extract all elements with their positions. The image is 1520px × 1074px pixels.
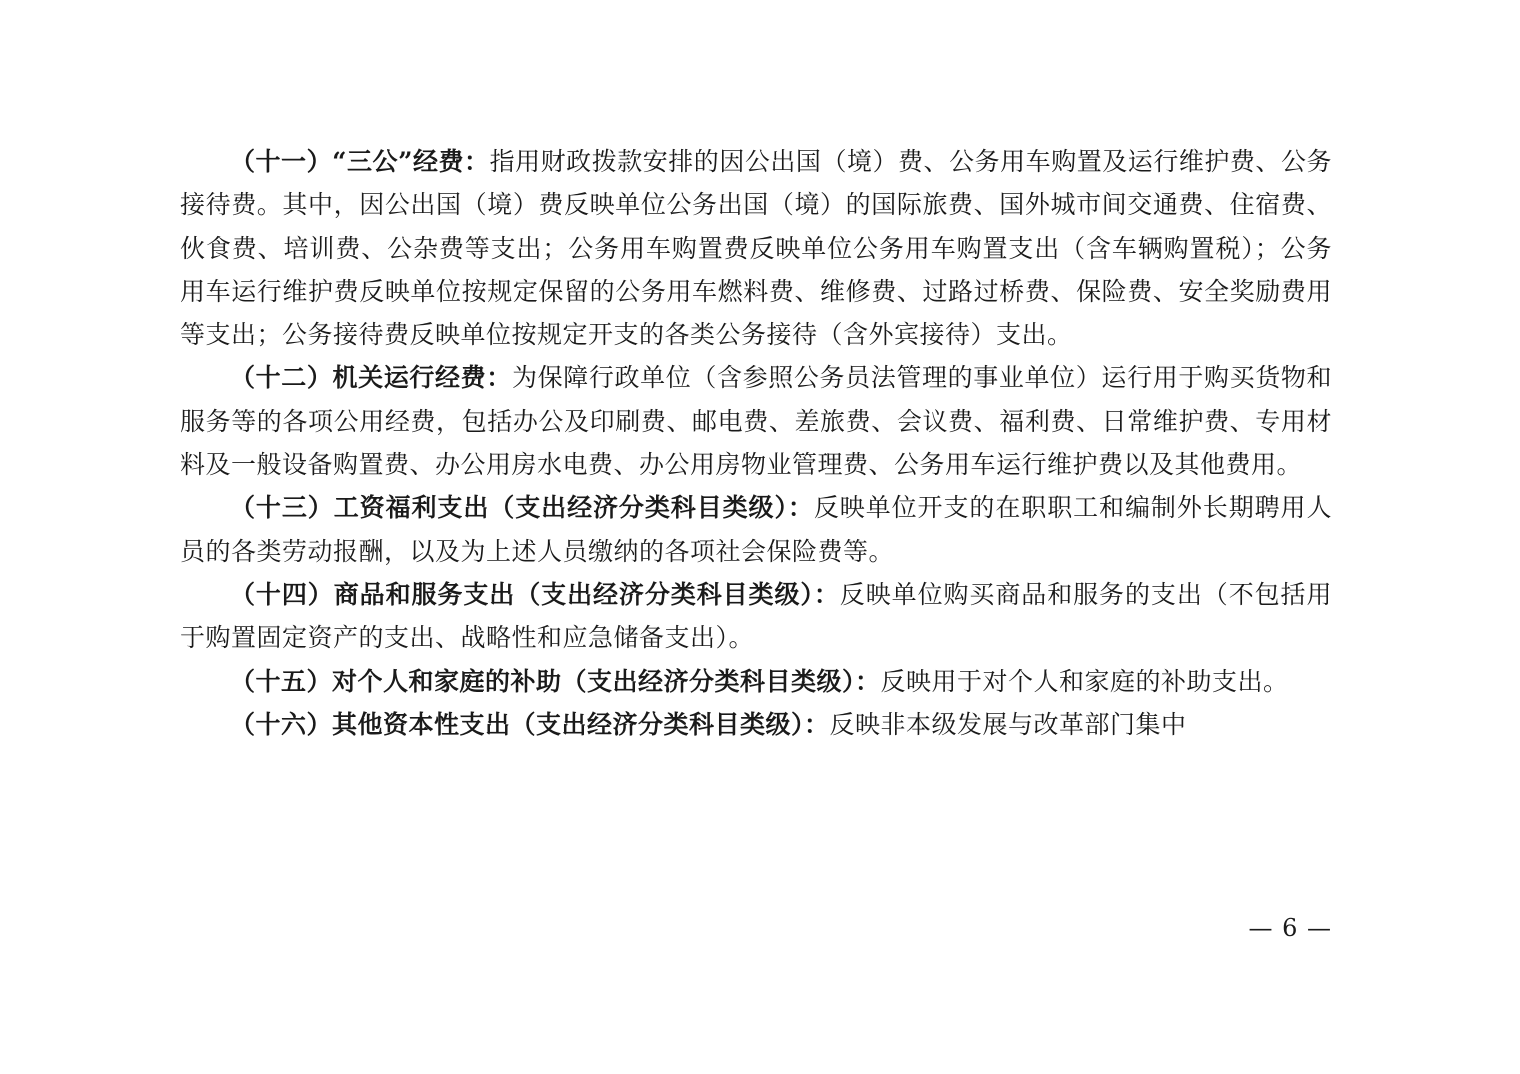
term-heading: （十二）机关运行经费： xyxy=(230,363,512,393)
paragraph-16 xyxy=(180,703,1332,746)
paragraph-12 xyxy=(180,356,1332,486)
term-heading: （十六）其他资本性支出（支出经济分类科目类级）： xyxy=(230,709,830,739)
paragraph-text: 指用财政拨款安排的因公出国（境）费、公务用车购置及运行维护费、公务接待费。其中，因公出国（境）费反映单位公务出国（境）的国际旅费、国外城市间交通费、住宿费、伙食费、培训费、公杂费等支出；公务用车购置费反映单位公务用车购置支出（含车辆购置税）；公务用车运行维护费反映单位按规定保留的公务用车燃料费、维修费、过路过桥费、保险费、安全奖励费用等支出；公务接待费反映单位按规定开支的各类公务接待（含外宾接待）支出。 xyxy=(180,147,1332,350)
paragraph-text: 反映单位开支的在职职工和编制外长期聘用人员的各类劳动报酬，以及为上述人员缴纳的各项社会保险费等。 xyxy=(180,493,1332,566)
paragraph-text: 反映用于对个人和家庭的补助支出。 xyxy=(880,666,1289,696)
paragraph-text: 反映单位购买商品和服务的支出（不包括用于购置固定资产的支出、战略性和应急储备支出）。 xyxy=(180,579,1332,653)
term-heading: （十一）“三公”经费： xyxy=(230,147,490,176)
paragraph-text: 反映非本级发展与改革部门集中 xyxy=(829,709,1187,739)
term-heading: （十四）商品和服务支出（支出经济分类科目类级）： xyxy=(230,579,840,609)
page-number: — 6 — xyxy=(1248,914,1332,942)
document-body xyxy=(180,140,1332,746)
term-heading: （十五）对个人和家庭的补助（支出经济分类科目类级）： xyxy=(230,666,881,696)
paragraph-15 xyxy=(180,660,1332,703)
term-heading: （十三）工资福利支出（支出经济分类科目类级）： xyxy=(230,493,814,523)
paragraph-text: 为保障行政单位（含参照公务员法管理的事业单位）运行用于购买货物和服务等的各项公用经费，包括办公及印刷费、邮电费、差旅费、会议费、福利费、日常维护费、专用材料及一般设备购置费、办公用房水电费、办公用房物业管理费、公务用车运行维护费以及其他费用。 xyxy=(180,363,1332,480)
paragraph-14 xyxy=(180,573,1332,660)
paragraph-11 xyxy=(180,140,1332,356)
paragraph-13 xyxy=(180,486,1332,573)
